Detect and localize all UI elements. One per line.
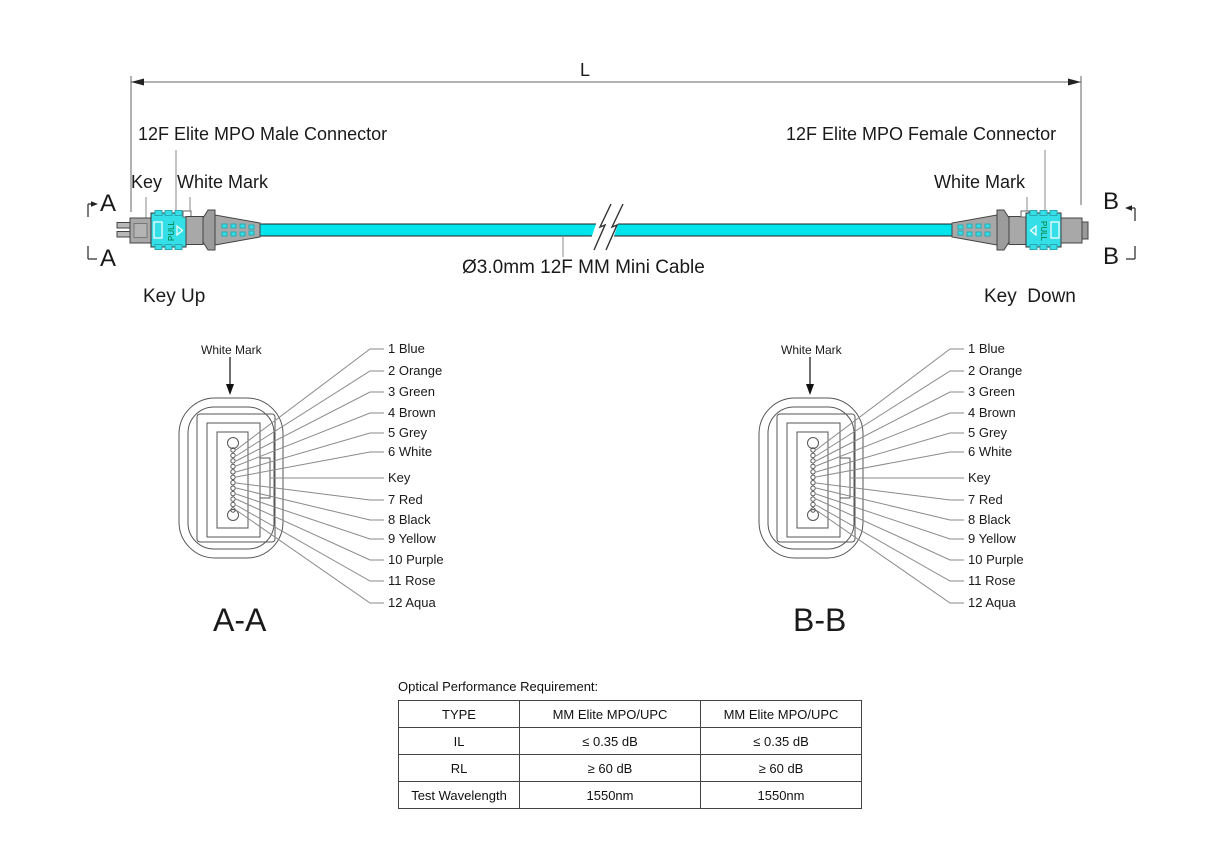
table-cell: 1550nm (520, 782, 701, 809)
fiber-label: 6 White (388, 444, 433, 459)
fiber-label: 3 Green (388, 384, 435, 399)
fiber-label: 3 Green (968, 384, 1015, 399)
fiber-label: 1 Blue (968, 341, 1005, 356)
male-connector-label: 12F Elite MPO Male Connector (138, 124, 388, 144)
section-b-top-label: B (1103, 188, 1120, 215)
section-a-bottom-label: A (100, 245, 117, 272)
table-cell: ≥ 60 dB (701, 755, 862, 782)
section-marker-a-top (88, 201, 98, 217)
fiber-label: 12 Aqua (968, 595, 1016, 610)
fiber-label: 10 Purple (388, 552, 444, 567)
fiber-label: 12 Aqua (388, 595, 436, 610)
fiber-label: 11 Rose (968, 573, 1016, 588)
fiber-label: 4 Brown (968, 405, 1016, 420)
fiber-label: 2 Orange (968, 363, 1023, 378)
table-cell: ≤ 0.35 dB (701, 728, 862, 755)
table-header-cell: MM Elite MPO/UPC (701, 701, 862, 728)
female-connector-label: 12F Elite MPO Female Connector (786, 124, 1057, 144)
fiber-label: Key (968, 470, 991, 485)
fiber-label: 5 Grey (968, 425, 1008, 440)
fiber-label: 8 Black (388, 512, 431, 527)
table-header-cell: TYPE (399, 701, 520, 728)
face-view-b-drawing (759, 398, 863, 558)
male-connector-drawing (117, 210, 260, 250)
table-cell: Test Wavelength (399, 782, 520, 809)
face-b-white-mark-label: White Mark (781, 343, 842, 357)
white-mark-arrow-a (226, 357, 234, 395)
table-cell: ≤ 0.35 dB (520, 728, 701, 755)
section-marker-a-bottom (88, 246, 97, 259)
key-down-label: Key Down (984, 286, 1076, 307)
fiber-label: Key (388, 470, 411, 485)
fiber-label: 10 Purple (968, 552, 1024, 567)
white-mark-label-right: White Mark (934, 172, 1026, 192)
face-view-a-drawing (179, 398, 283, 558)
table-row (399, 701, 862, 728)
fiber-label: 11 Rose (388, 573, 436, 588)
length-label: L (580, 60, 591, 80)
face-b-title: B-B (793, 602, 847, 638)
guide-pin-icon (117, 223, 131, 229)
guide-pin-icon (117, 232, 131, 238)
white-mark-label-left: White Mark (177, 172, 269, 192)
fiber-label: 9 Yellow (968, 531, 1016, 546)
section-a-top-label: A (100, 190, 117, 217)
fiber-label: 2 Orange (388, 363, 443, 378)
fiber-label: 7 Red (968, 492, 1003, 507)
fiber-label: 1 Blue (388, 341, 425, 356)
table-cell: RL (399, 755, 520, 782)
key-up-label: Key Up (143, 286, 206, 307)
section-marker-b-top (1125, 205, 1135, 221)
fiber-label: 9 Yellow (388, 531, 436, 546)
table-row (399, 782, 862, 809)
face-a-title: A-A (213, 602, 267, 638)
female-connector-drawing (952, 210, 1088, 250)
fiber-label: 4 Brown (388, 405, 436, 420)
fiber-label: 7 Red (388, 492, 423, 507)
fan-lines-a (236, 349, 384, 603)
table-row (399, 728, 862, 755)
pull-label-female: PULL (1038, 220, 1048, 242)
fiber-label: 6 White (968, 444, 1013, 459)
cable-label: Ø3.0mm 12F MM Mini Cable (462, 257, 705, 278)
table-cell: 1550nm (701, 782, 862, 809)
white-mark-arrow-b (806, 357, 814, 395)
section-b-bottom-label: B (1103, 243, 1120, 270)
table-cell: IL (399, 728, 520, 755)
table-title: Optical Performance Requirement: (398, 679, 599, 694)
fan-lines-b (816, 349, 964, 603)
fiber-label: 8 Black (968, 512, 1011, 527)
table-row (399, 755, 862, 782)
fiber-label: 5 Grey (388, 425, 428, 440)
table-header-cell: MM Elite MPO/UPC (520, 701, 701, 728)
optical-performance-table (398, 700, 862, 809)
key-label: Key (131, 172, 163, 192)
table-cell: ≥ 60 dB (520, 755, 701, 782)
pull-label-male: PULL (167, 220, 177, 242)
section-marker-b-bottom (1126, 246, 1135, 259)
face-a-white-mark-label: White Mark (201, 343, 262, 357)
